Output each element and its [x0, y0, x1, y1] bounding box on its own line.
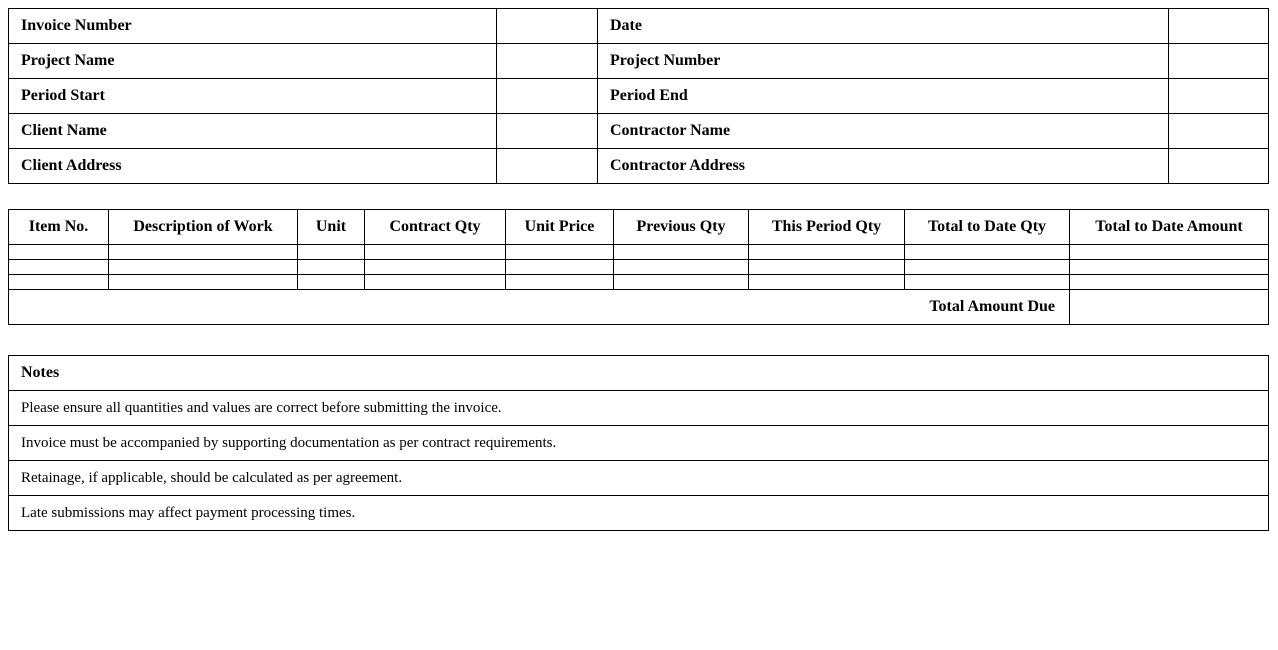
items-header-row — [9, 210, 1269, 245]
item-cell[interactable] — [614, 245, 749, 260]
item-cell[interactable] — [1070, 245, 1269, 260]
info-row — [9, 149, 1269, 184]
item-cell[interactable] — [109, 245, 298, 260]
item-cell[interactable] — [749, 245, 905, 260]
info-row — [9, 9, 1269, 44]
item-cell[interactable] — [365, 275, 506, 290]
total-amount-due-label: Total Amount Due — [9, 290, 1070, 325]
total-amount-due-row — [9, 290, 1269, 325]
notes-title-row — [9, 356, 1269, 391]
period-start-value-cell[interactable] — [497, 79, 598, 114]
item-cell[interactable] — [365, 245, 506, 260]
note-row — [9, 391, 1269, 426]
note-text: Retainage, if applicable, should be calculated as per agreement. — [9, 461, 1269, 496]
period-end-value-cell[interactable] — [1169, 79, 1269, 114]
contractor-name-value-cell[interactable] — [1169, 114, 1269, 149]
item-cell[interactable] — [9, 260, 109, 275]
project-name-label: Project Name — [9, 44, 497, 79]
info-row — [9, 44, 1269, 79]
invoice-number-value-cell[interactable] — [497, 9, 598, 44]
date-value-cell[interactable] — [1169, 9, 1269, 44]
item-cell[interactable] — [298, 275, 365, 290]
item-cell[interactable] — [1070, 275, 1269, 290]
item-row — [9, 275, 1269, 290]
item-cell[interactable] — [506, 245, 614, 260]
header-this-period-qty: This Period Qty — [749, 210, 905, 245]
note-text: Please ensure all quantities and values are correct before submitting the invoice. — [9, 391, 1269, 426]
date-label: Date — [598, 9, 1169, 44]
item-cell[interactable] — [905, 275, 1070, 290]
item-cell[interactable] — [9, 245, 109, 260]
info-row — [9, 79, 1269, 114]
item-cell[interactable] — [614, 260, 749, 275]
item-cell[interactable] — [298, 245, 365, 260]
item-cell[interactable] — [109, 275, 298, 290]
invoice-template-page — [0, 8, 1278, 650]
header-contract-qty: Contract Qty — [365, 210, 506, 245]
item-cell[interactable] — [1070, 260, 1269, 275]
item-cell[interactable] — [9, 275, 109, 290]
header-total-to-date-amount: Total to Date Amount — [1070, 210, 1269, 245]
client-name-label: Client Name — [9, 114, 497, 149]
item-row — [9, 245, 1269, 260]
item-cell[interactable] — [109, 260, 298, 275]
note-row — [9, 496, 1269, 531]
period-start-label: Period Start — [9, 79, 497, 114]
header-total-to-date-qty: Total to Date Qty — [905, 210, 1070, 245]
item-cell[interactable] — [749, 275, 905, 290]
invoice-info-table — [8, 8, 1269, 184]
invoice-number-label: Invoice Number — [9, 9, 497, 44]
item-cell[interactable] — [614, 275, 749, 290]
contractor-address-value-cell[interactable] — [1169, 149, 1269, 184]
client-address-value-cell[interactable] — [497, 149, 598, 184]
item-cell[interactable] — [365, 260, 506, 275]
notes-table — [8, 355, 1269, 531]
note-text: Late submissions may affect payment processing times. — [9, 496, 1269, 531]
note-text: Invoice must be accompanied by supporting documentation as per contract requirements. — [9, 426, 1269, 461]
contractor-name-label: Contractor Name — [598, 114, 1169, 149]
client-address-label: Client Address — [9, 149, 497, 184]
item-cell[interactable] — [749, 260, 905, 275]
note-row — [9, 461, 1269, 496]
project-number-label: Project Number — [598, 44, 1169, 79]
item-cell[interactable] — [905, 245, 1070, 260]
item-cell[interactable] — [506, 275, 614, 290]
item-cell[interactable] — [506, 260, 614, 275]
client-name-value-cell[interactable] — [497, 114, 598, 149]
header-unit-price: Unit Price — [506, 210, 614, 245]
notes-title: Notes — [9, 356, 1269, 391]
total-amount-due-value-cell[interactable] — [1070, 290, 1269, 325]
line-items-table — [8, 209, 1269, 325]
item-cell[interactable] — [298, 260, 365, 275]
item-row — [9, 260, 1269, 275]
project-name-value-cell[interactable] — [497, 44, 598, 79]
contractor-address-label: Contractor Address — [598, 149, 1169, 184]
header-description-of-work: Description of Work — [109, 210, 298, 245]
project-number-value-cell[interactable] — [1169, 44, 1269, 79]
header-unit: Unit — [298, 210, 365, 245]
period-end-label: Period End — [598, 79, 1169, 114]
info-row — [9, 114, 1269, 149]
header-item-no: Item No. — [9, 210, 109, 245]
header-previous-qty: Previous Qty — [614, 210, 749, 245]
note-row — [9, 426, 1269, 461]
item-cell[interactable] — [905, 260, 1070, 275]
